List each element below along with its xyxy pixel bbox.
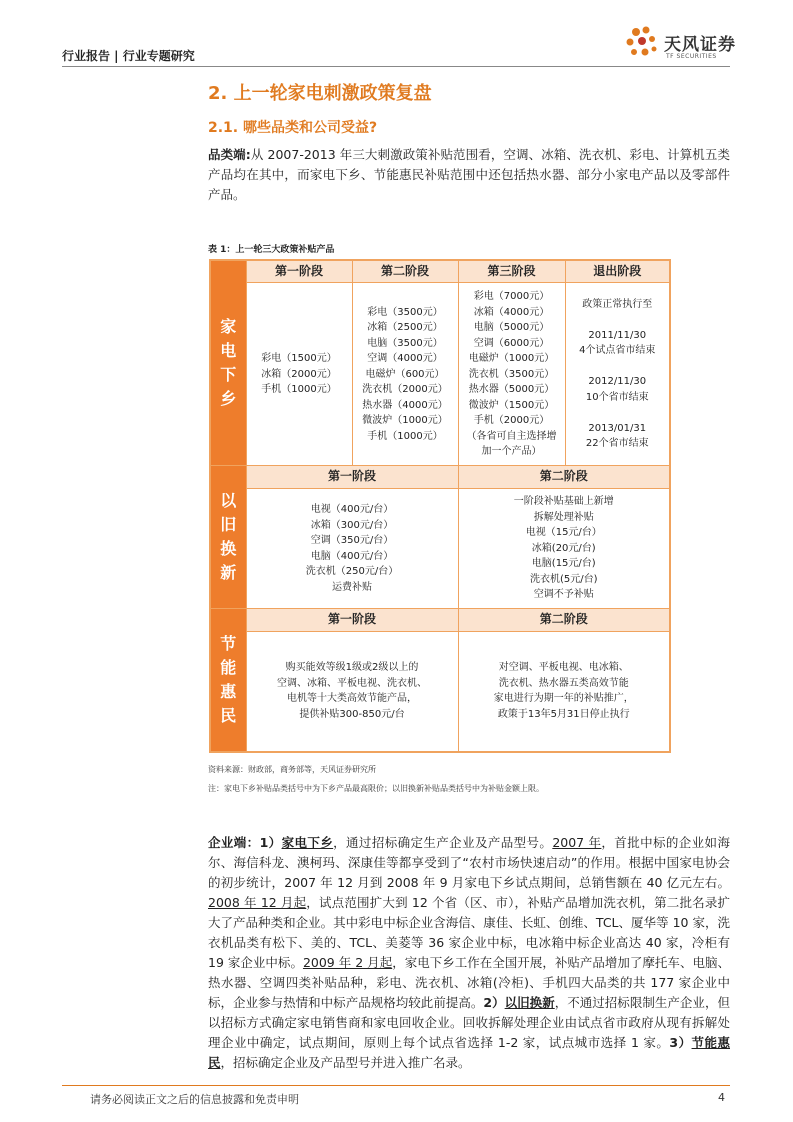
cell-line: 2012/11/30 [588,376,647,388]
xiaxiang-stage2-cell [352,283,458,466]
yijiu-stage1-cell [246,488,458,609]
row-label-xiaxiang [210,260,246,466]
cell-line: 家电进行为期一年的补贴推广， [493,693,634,705]
cell-line: 购买能效等级1级或2级以上的 [285,662,419,674]
paragraph-lead: 品类端: [208,147,251,162]
footer-disclaimer: 请务必阅读正文之后的信息披露和免责申明 [90,1093,299,1106]
cell-line: 彩电（3500元） [367,306,443,318]
paragraph-text: ，通过招标确定生产企业及产品型号。 [333,835,553,850]
cell-line: （各省可自主选择增 [466,430,557,442]
cell-line: 电脑（3500元） [367,337,443,349]
paragraph-text: ，家电下乡工作在全国开展，补贴产品增加了摩托车、电脑、热水器、空调四类补贴品种，彩电、洗衣机、冰箱(冷柜)、手机四大品类的共 177 家企业中标，企业参与热情和中标产品规格均较此前提高。 [208,955,730,1010]
cell-line: 冰箱(20元/台) [531,542,596,554]
col-header: 退出阶段 [565,260,670,283]
cell-line: 冰箱（2500元） [367,322,443,334]
cell-line: 手机（1000元） [367,430,443,442]
cell-line: 电视（15元/台） [525,527,602,539]
cell-line: 政策于13年5月31日停止执行 [497,708,630,720]
page-number: 4 [718,1091,725,1104]
date-text: 2009 年 2 月起 [302,955,393,970]
cell-line: 电视（400元/台） [310,504,394,516]
cell-line: 一阶段补贴基础上新增 [513,496,614,508]
xiaxiang-stage1-cell [246,283,352,466]
date-text: 2008 年 12 月起 [208,895,307,910]
cell-line: 热水器（5000元） [468,384,555,396]
col-header: 第二阶段 [458,466,670,488]
cell-line [566,312,670,328]
paragraph-text: 从 2007-2013 年三大刺激政策补贴范围看，空调、冰箱、洗衣机、彩电、计算机五类产品均在其中，而家电下乡、节能惠民补贴范围中还包括热水器、部分小家电产品以及零部件产品。 [208,147,730,202]
yijiu-stage2-cell [458,488,670,609]
section-subtitle: 2.1. 哪些品类和公司受益? [208,120,378,136]
paragraph-text: ，试点范围扩大到 12 个省（区、市），补贴产品增加洗衣机，第二批名录扩大了产品种类和企业。其中彩电中标企业含海信、康佳、长虹、创维、TCL、厦华等 10 家，洗衣机品类有松下、美的、TCL、美菱等 36 家企业中标，电冰箱中标企业高达 40 家，冷柜有 19 家企业中标。 [208,895,731,970]
cell-line: 微波炉（1500元） [468,399,555,411]
cell-line: 22个省市结束 [585,438,649,450]
col-header: 第一阶段 [246,609,458,631]
header-divider [62,66,730,67]
xiaxiang-exit-cell [565,283,670,466]
cell-line: 4个试点省市结束 [579,345,656,357]
paragraph-lead: 企业端： [208,835,260,850]
cell-line: 手机（1000元） [261,384,337,396]
cell-line: 提供补贴300-850元/台 [299,708,405,720]
paragraph-text: ，招标确定企业及产品型号并进入推广名录。 [220,1055,471,1070]
table-note: 注：家电下乡补贴品类括号中为下乡产品最高限价；以旧换新补贴品类括号中为补贴金额上限。 [208,784,544,793]
row-label-yijiu [210,466,246,609]
cell-line: 政策正常执行至 [582,298,653,310]
policy-table [209,259,671,753]
cell-line: 空调（4000元） [367,353,443,365]
date-text: 2007 年 [552,835,602,850]
cell-line: 冰箱（4000元） [473,306,550,318]
item-number: 2） [483,995,505,1010]
col-header: 第二阶段 [458,609,670,631]
cell-line: 电脑（5000元） [473,322,550,334]
cell-line: 电磁炉（600元） [365,368,445,380]
cell-line: 拆解处理补贴 [533,511,594,523]
item-number: 3） [669,1035,692,1050]
col-header: 第二阶段 [352,260,458,283]
footer-divider [62,1085,730,1086]
col-header: 第三阶段 [458,260,565,283]
row-label-jieneng [210,609,246,752]
cell-line: 洗衣机（3500元） [468,368,555,380]
logo-text: 天风证券 [664,35,736,55]
cell-line: 加一个产品） [481,446,542,458]
cell-line: 洗衣机（2000元） [362,384,448,396]
jieneng-stage1-cell [246,631,458,752]
cell-line: 手机（2000元） [473,415,550,427]
cell-line [566,359,670,375]
side-label-text: 家电下乡 [220,317,237,409]
paragraph-text: ，首批中标的企业如海尔、海信科龙、澳柯玛、深康佳等都享受到了“农村市场快速启动”的作用。根据中国家电协会的初步统计，2007 年 12 月到 2008 年 9 月家电下乡试点期间，总销售额在 40 亿元左右。 [208,835,730,890]
table-caption: 表 1：上一轮三大政策补贴产品 [208,245,335,255]
jieneng-stage2-cell [458,631,670,752]
cell-line: 彩电（7000元） [473,291,550,303]
policy-keyword: 家电下乡 [281,835,334,850]
cell-line: 微波炉（1000元） [362,415,448,427]
cell-line: 2013/01/31 [588,422,647,434]
col-header: 第一阶段 [246,466,458,488]
report-type-label: 行业报告 | 行业专题研究 [62,49,195,63]
cell-line: 空调、冰箱、平板电视、洗衣机、 [277,677,427,689]
cell-line: 电脑(15元/台) [531,558,596,570]
logo-subtext: TF SECURITIES [666,53,717,60]
policy-keyword: 以旧换新 [504,995,555,1010]
cell-line: 洗衣机、热水器五类高效节能 [498,677,629,689]
cell-line: 运费补贴 [332,581,372,593]
policy-keyword: 节能惠民 [208,1035,730,1070]
section-title: 2. 上一轮家电刺激政策复盘 [208,83,432,104]
cell-line: 电脑（400元/台） [310,550,394,562]
cell-line: 空调不予补贴 [533,589,594,601]
side-label-text: 以旧换新 [220,491,237,583]
cell-line: 电磁炉（1000元） [468,353,555,365]
side-label-text: 节能惠民 [220,634,237,726]
cell-line: 空调（6000元） [473,337,550,349]
col-header: 第一阶段 [246,260,352,283]
cell-line [566,405,670,421]
table-source: 资料来源：财政部，商务部等，天风证券研究所 [208,765,376,774]
cell-line: 空调（350元/台） [310,535,394,547]
cell-line: 热水器（4000元） [362,399,448,411]
paragraph-companies [208,833,730,1073]
cell-line: 电机等十大类高效节能产品， [287,693,417,705]
cell-line: 彩电（1500元） [261,353,337,365]
cell-line: 2011/11/30 [588,329,647,341]
cell-line: 洗衣机(5元/台) [529,573,598,585]
cell-line: 10个省市结束 [585,391,649,403]
item-number: 1） [259,835,282,850]
paragraph-text: ，不通过招标限制生产企业，但以招标方式确定家电销售商和家电回收企业。回收拆解处理企业由试点省市政府从现有拆解处理企业中确定，试点期间，原则上每个试点省选择 1-2 家，试点城市选择 1 家。 [208,995,730,1050]
paragraph-categories [208,145,730,205]
cell-line: 冰箱（300元/台） [310,519,394,531]
cell-line: 冰箱（2000元） [261,368,337,380]
xiaxiang-stage3-cell [458,283,565,466]
cell-line: 对空调、平板电视、电冰箱、 [498,662,629,674]
cell-line: 洗衣机（250元/台） [305,566,399,578]
